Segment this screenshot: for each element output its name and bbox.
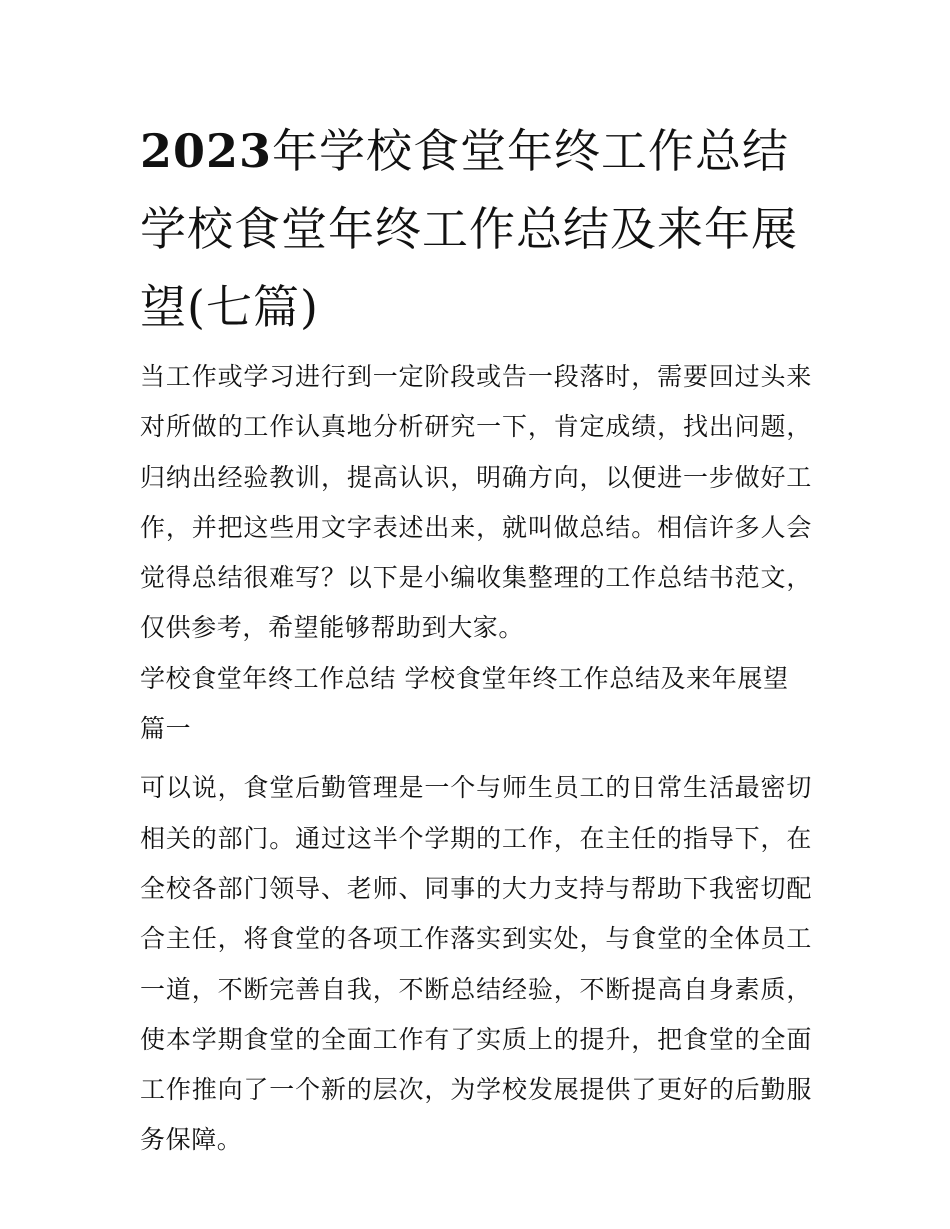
intro-paragraph: 当工作或学习进行到一定阶段或告一段落时，需要回过头来对所做的工作认真地分析研究一下，肯定成绩，找出问题，归纳出经验教训，提高认识，明确方向，以便进一步做好工作，并把这些用文字表述出来，就叫做总结。相信许多人会觉得总结很难写？以下是小编收集整理的工作总结书范文，仅供参考，希望能够帮助到大家。 <box>140 362 812 643</box>
title-year: 2023 <box>140 124 273 178</box>
document-page <box>140 112 812 1166</box>
title-text: 年学校食堂年终工作总结学校食堂年终工作总结及来年展望(七篇) <box>140 124 798 334</box>
body-paragraph: 可以说，食堂后勤管理是一个与师生员工的日常生活最密切相关的部门。通过这半个学期的工作，在主任的指导下，在全校各部门领导、老师、同事的大力支持与帮助下我密切配合主任，将食堂的各项工作落实到实处，与食堂的全体员工一道，不断完善自我，不断总结经验，不断提高自身素质，使本学期食堂的全面工作有了实质上的提升，把食堂的全面工作推向了一个新的层次，为学校发展提供了更好的后勤服务保障。 <box>140 773 812 1155</box>
section-heading: 学校食堂年终工作总结 学校食堂年终工作总结及来年展望篇一 <box>140 663 789 744</box>
document-title <box>140 112 812 346</box>
